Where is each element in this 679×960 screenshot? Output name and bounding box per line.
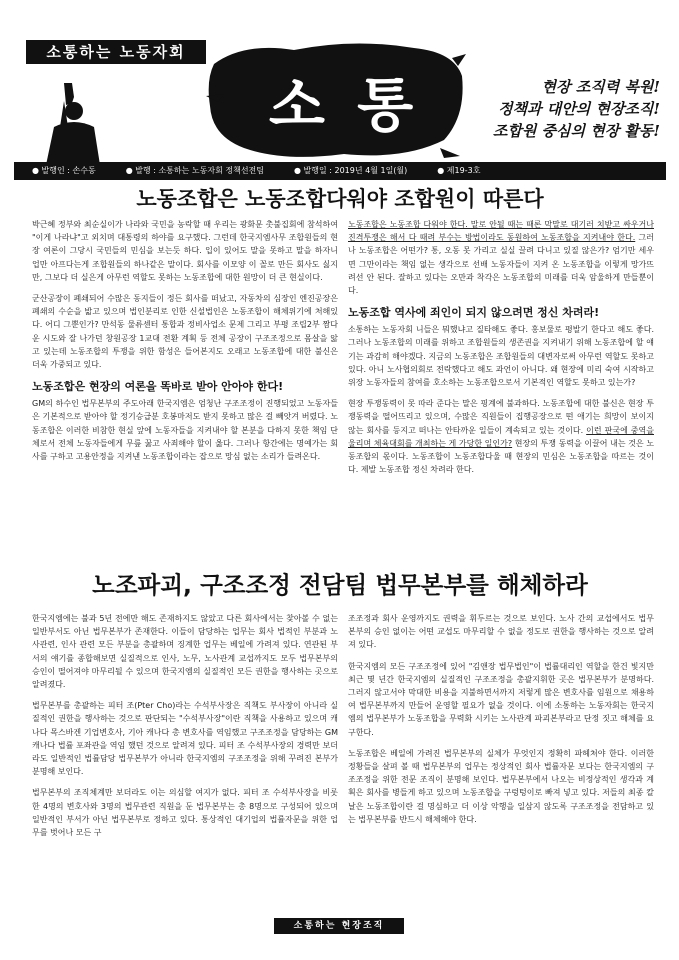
slogans [474, 76, 660, 142]
article1-right-para-3-b: 현장의 투쟁 동력을 이끌어 내는 것은 노동조합의 몫이다. 노동조합이 노동조합다울 때 현장의 민심은 노동조합을 따르는 것이다. 제발 노동조합 정신 차려라 한다. [348, 438, 654, 475]
slogan-2: 정책과 대안의 현장조직! [498, 100, 660, 118]
footer-tagline: 소통하는 현장조직 [274, 918, 404, 934]
article1-underlined-question: 이런 판국에 중역을 울리며 체육대회를 개최하는 게 가당한 일인가? [348, 425, 654, 448]
article1-right-para-2: 소통하는 노동자회 니들은 뭐했냐고 질타해도 좋다. 홍보물로 평발기 한다고 해도 좋다. 그러나 노동조합의 미래를 위하고 조합원들의 생존권을 지켜내기 위해 노동조합에 할 얘기는 과감히 해야겠다. 지금의 노동조합은 조합원들의 대변자로써 아무런 역할도 못하고 있다. 아니 노사협의회로 전락했다고 해도 과언이 아니다. 왜 현장에 미리 숙여 시작하고 위장 노동자들의 참여를 호소하는 노동조합으로서 기본적인 역할도 못하고 있는가? [348, 325, 654, 388]
article1-left-column [32, 218, 338, 471]
masthead [14, 22, 666, 152]
article2-headline: 노조파괴, 구조조정 전담팀 법무본부를 해체하라 [92, 571, 588, 599]
article2-left-column [32, 612, 338, 847]
issuer: ● 발행 : 소통하는 노동자회 정책선전팀 [125, 166, 264, 175]
newsletter-title: 소 통 [268, 71, 420, 139]
article1-right-para-3 [348, 397, 654, 476]
article1-para-1: 박근혜 정부와 최순실이가 나라와 국민을 농락할 때 우리는 광화문 촛불집회에 참석하여 "이게 나라냐"고 외치며 대통령의 하야를 요구했다. 그런데 한국지엠사무 조합원들의 현장 여론이 그당시 국민들의 민심을 보는듯 하다. 입이 있어도 말을 못하고 말을 하자니 업만 아프다는게 조합원들의 하나같은 말이다. 회사를 이모양 이 꼴로 만든 회사도 싫지만, 그보다 더 실은게 아무런 역할도 못하는 노동조합에 대한 원망이 더 큰 현실이다. [32, 220, 338, 282]
article2-para-1: 한국지엠에는 불과 5년 전에만 해도 존재하지도 않았고 다른 회사에서는 찾아볼 수 없는 일반부서도 아닌 법무본부가 존재한다. 이들이 담당하는 업무는 회사 법적인 부분과 노사관련, 인사 관련 모든 부분을 총괄하며 징계한 업무는 베일에 가려져 있다. 연관된 부서의 얘기를 종합해보면 실질적으로 인사, 노무, 노사관계 교섭까지도 모두 법무본부의 승인이 떨어져야 마무리될 수 있으며 한국지엠의 실질적인 모든 권한을 행사하는 곳으로 알려졌다. [32, 614, 338, 690]
article2-para-2: 법무본부를 총괄하는 피터 조(Pter Cho)라는 수석부사장은 직책도 부사장이 아니라 실질적인 권한을 행사하는 것으로 판단되는 "수석부사장"이란 직책을 사용하고 있으며 캐나다 목스바겐 기업변호사, 기아 캐나다 총 변호사를 역임했고 구조조정을 담당하는 GM 캐나다 법률 포좌관을 역임 했던 것으로 알려져 있다. 피터 조 수석부사장의 경력만 보더라도 일반적인 법률담당 법무본부가 아니라 한국지엠의 구조조정을 위해 꾸려진 본부가 분명해 보인다. [32, 701, 338, 777]
article1-left-subhead: 노동조합은 현장의 여론을 똑바로 받아 안아야 한다! [32, 380, 284, 394]
article1-right-subhead: 노동조합 역사에 죄인이 되지 않으려면 정신 차려라! [348, 306, 600, 320]
article2-right-para-2: 한국지엠의 모든 구조조정에 있어 "김앤장 법무법인"이 법률대리인 역할을 한건 빛지만 최근 몇 년간 한국지엠의 실질적인 구조조정을 총괄지휘한 곳은 법무본부가 분명하다. 그러지 않고서야 막대한 비용을 지불하면서까지 저렇게 많은 변호사를 임원으로 채용하여 법무본부까지 만들어 운영할 필요가 없을 것이다. 이에 소통하는 노동자회는 한국지엠의 법무본부가 노동조합을 무력화 시키는 노사관계 파괴본부라고 단정 짓고 해체를 요구한다. [348, 661, 654, 737]
org-name-bar: 소통하는 노동자회 [26, 40, 206, 64]
article2-right-para-1: 조조정과 회사 운영까지도 권력을 휘두르는 것으로 보인다. 노사 간의 교섭에서도 법무본부의 승인 없이는 어떤 교섭도 마무리할 수 없을 정도로 권한을 행사하는 것으로 알려져 있다. [348, 614, 654, 650]
worker-fist-illustration [34, 77, 104, 165]
article1-headline: 노동조합은 노동조합다워야 조합원이 따른다 [136, 187, 544, 211]
article1-right-para-1-rest: 그러나 노동조합은 어떤가? 통, 오동 못 가리고 실실 끌려 다니고 있질 않은가? 엄기만 세우면 그만이라는 책임 없는 생각으로 선배 노동자들이 지켜 온 노동조합을 이렇게 망가뜨려선 안 된다. 잘하고 있다는 오만과 착각은 노동조합의 미래를 더욱 암울하게 만들뿐이다. [348, 233, 655, 296]
article2-right-column [348, 612, 654, 834]
article1-para-3: GM의 하수인 법무본부의 주도아래 한국지엠은 엄청난 구조조정이 진행되었고 노동자들은 기본적으로 받아야 할 정기승급분 호봉마저도 받지 못하고 많은 걸 빼앗겨 버렸다. 노동조합은 이러한 비참한 현실 앞에 노동자들을 지켜내야 할 본분을 다하지 못한 책임 단체로서 전체 노동자들에게 무릎 꿇고 사죄해야 할이 옳다. 그러나 항간에는 명예가는 회사를 구하고 고용안정을 지켜낸 노동조합이라는 잡으로 망심 없는 소리가 들려온다. [32, 399, 338, 462]
issue-number: ● 제19-3호 [437, 166, 481, 175]
article2-right-para-3: 노동조합은 베일에 가려진 법무본부의 실체가 무엇인지 정확히 파헤쳐야 한다. 이러한 정황들을 살펴 볼 때 법무본부의 업무는 정상적인 회사 법률자문 보다는 한국지엠의 구조조정을 위한 전문 조직이 분명해 보인다. 법무본부에서 나오는 비정상적인 생각과 계획은 회사를 병들게 하고 있으며 노동조합을 구렁텅이로 빠져 넣고 있다. 저들의 최종 칼날은 노동조합이란 걸 명심하고 더 이상 악행을 일삼지 않도록 구조조정을 전담하고 있는 법무본부를 반드시 해체해야 한다. [348, 748, 654, 824]
article1-para-2: 군산공장이 폐쇄되어 수많은 동지들이 정든 회사를 떠났고, 자동차의 심장인 엔진공장은 폐쇄의 수순을 밟고 있으며 법인분리로 인한 신설법인은 노동조합이 해체위기에 처해있다. 어디 그뿐인가? 만석동 물류센터 통합과 정비사업소 문제 그리고 부평 조립2부 짬다운 시도와 잘 나가던 창원공장 1교대 전환 계획 등 전체 공장이 구조조정으로 몸살을 앓고 있는데 노동조합의 투쟁을 위한 함성은 들어본지도 오래고 노동조합에 대한 불신은 더욱 가중되고 있다. [32, 294, 338, 370]
article1-underlined-lead: 노동조합은 노동조합 다워야 한다. 말로 안될 때는 때론 막말로 대기러 치받고 싸우거나 진격투쟁은 해서 다 때려 부수는 방법이라도 동원하여 노동조합을 지켜내야 한다. [348, 220, 654, 243]
article2-para-3: 법무본부의 조직체계만 보더라도 이는 의심할 여지가 없다. 피터 조 수석부사장을 비롯한 4명의 변호사와 3명의 법무관련 직원을 둔 법무본부는 총 8명으로 구성되어 있으며 일반적인 부서가 아닌 법무본부로 정하고 있다. 통상적인 대기업의 법률자문을 위한 업무를 벗어나 모든 구 [32, 788, 338, 838]
publish-date: ● 발행일 : 2019년 4월 1일(월) [294, 166, 408, 175]
slogan-3: 조합원 중심의 현장 활동! [492, 122, 660, 140]
article1-right-column [348, 218, 654, 484]
article1-right-para-3-a: 현장 투쟁동력이 못 따라 준다는 말은 핑계에 불과하다. 노동조합에 대한 불신은 현장 투쟁동력을 떨어뜨리고 있으며, 수많은 직원들이 집행공장으로 떤 애기는 희망이 보이지 않는 회사를 등지고 떠나는 안타까운 일들이 계속되고 있는 것이다. [348, 399, 654, 435]
slogan-1: 현장 조직력 복원! [541, 78, 660, 96]
article1-right-para-1 [348, 218, 654, 297]
info-bar [14, 162, 666, 180]
publisher: ● 발행인 : 손수동 [32, 166, 96, 175]
